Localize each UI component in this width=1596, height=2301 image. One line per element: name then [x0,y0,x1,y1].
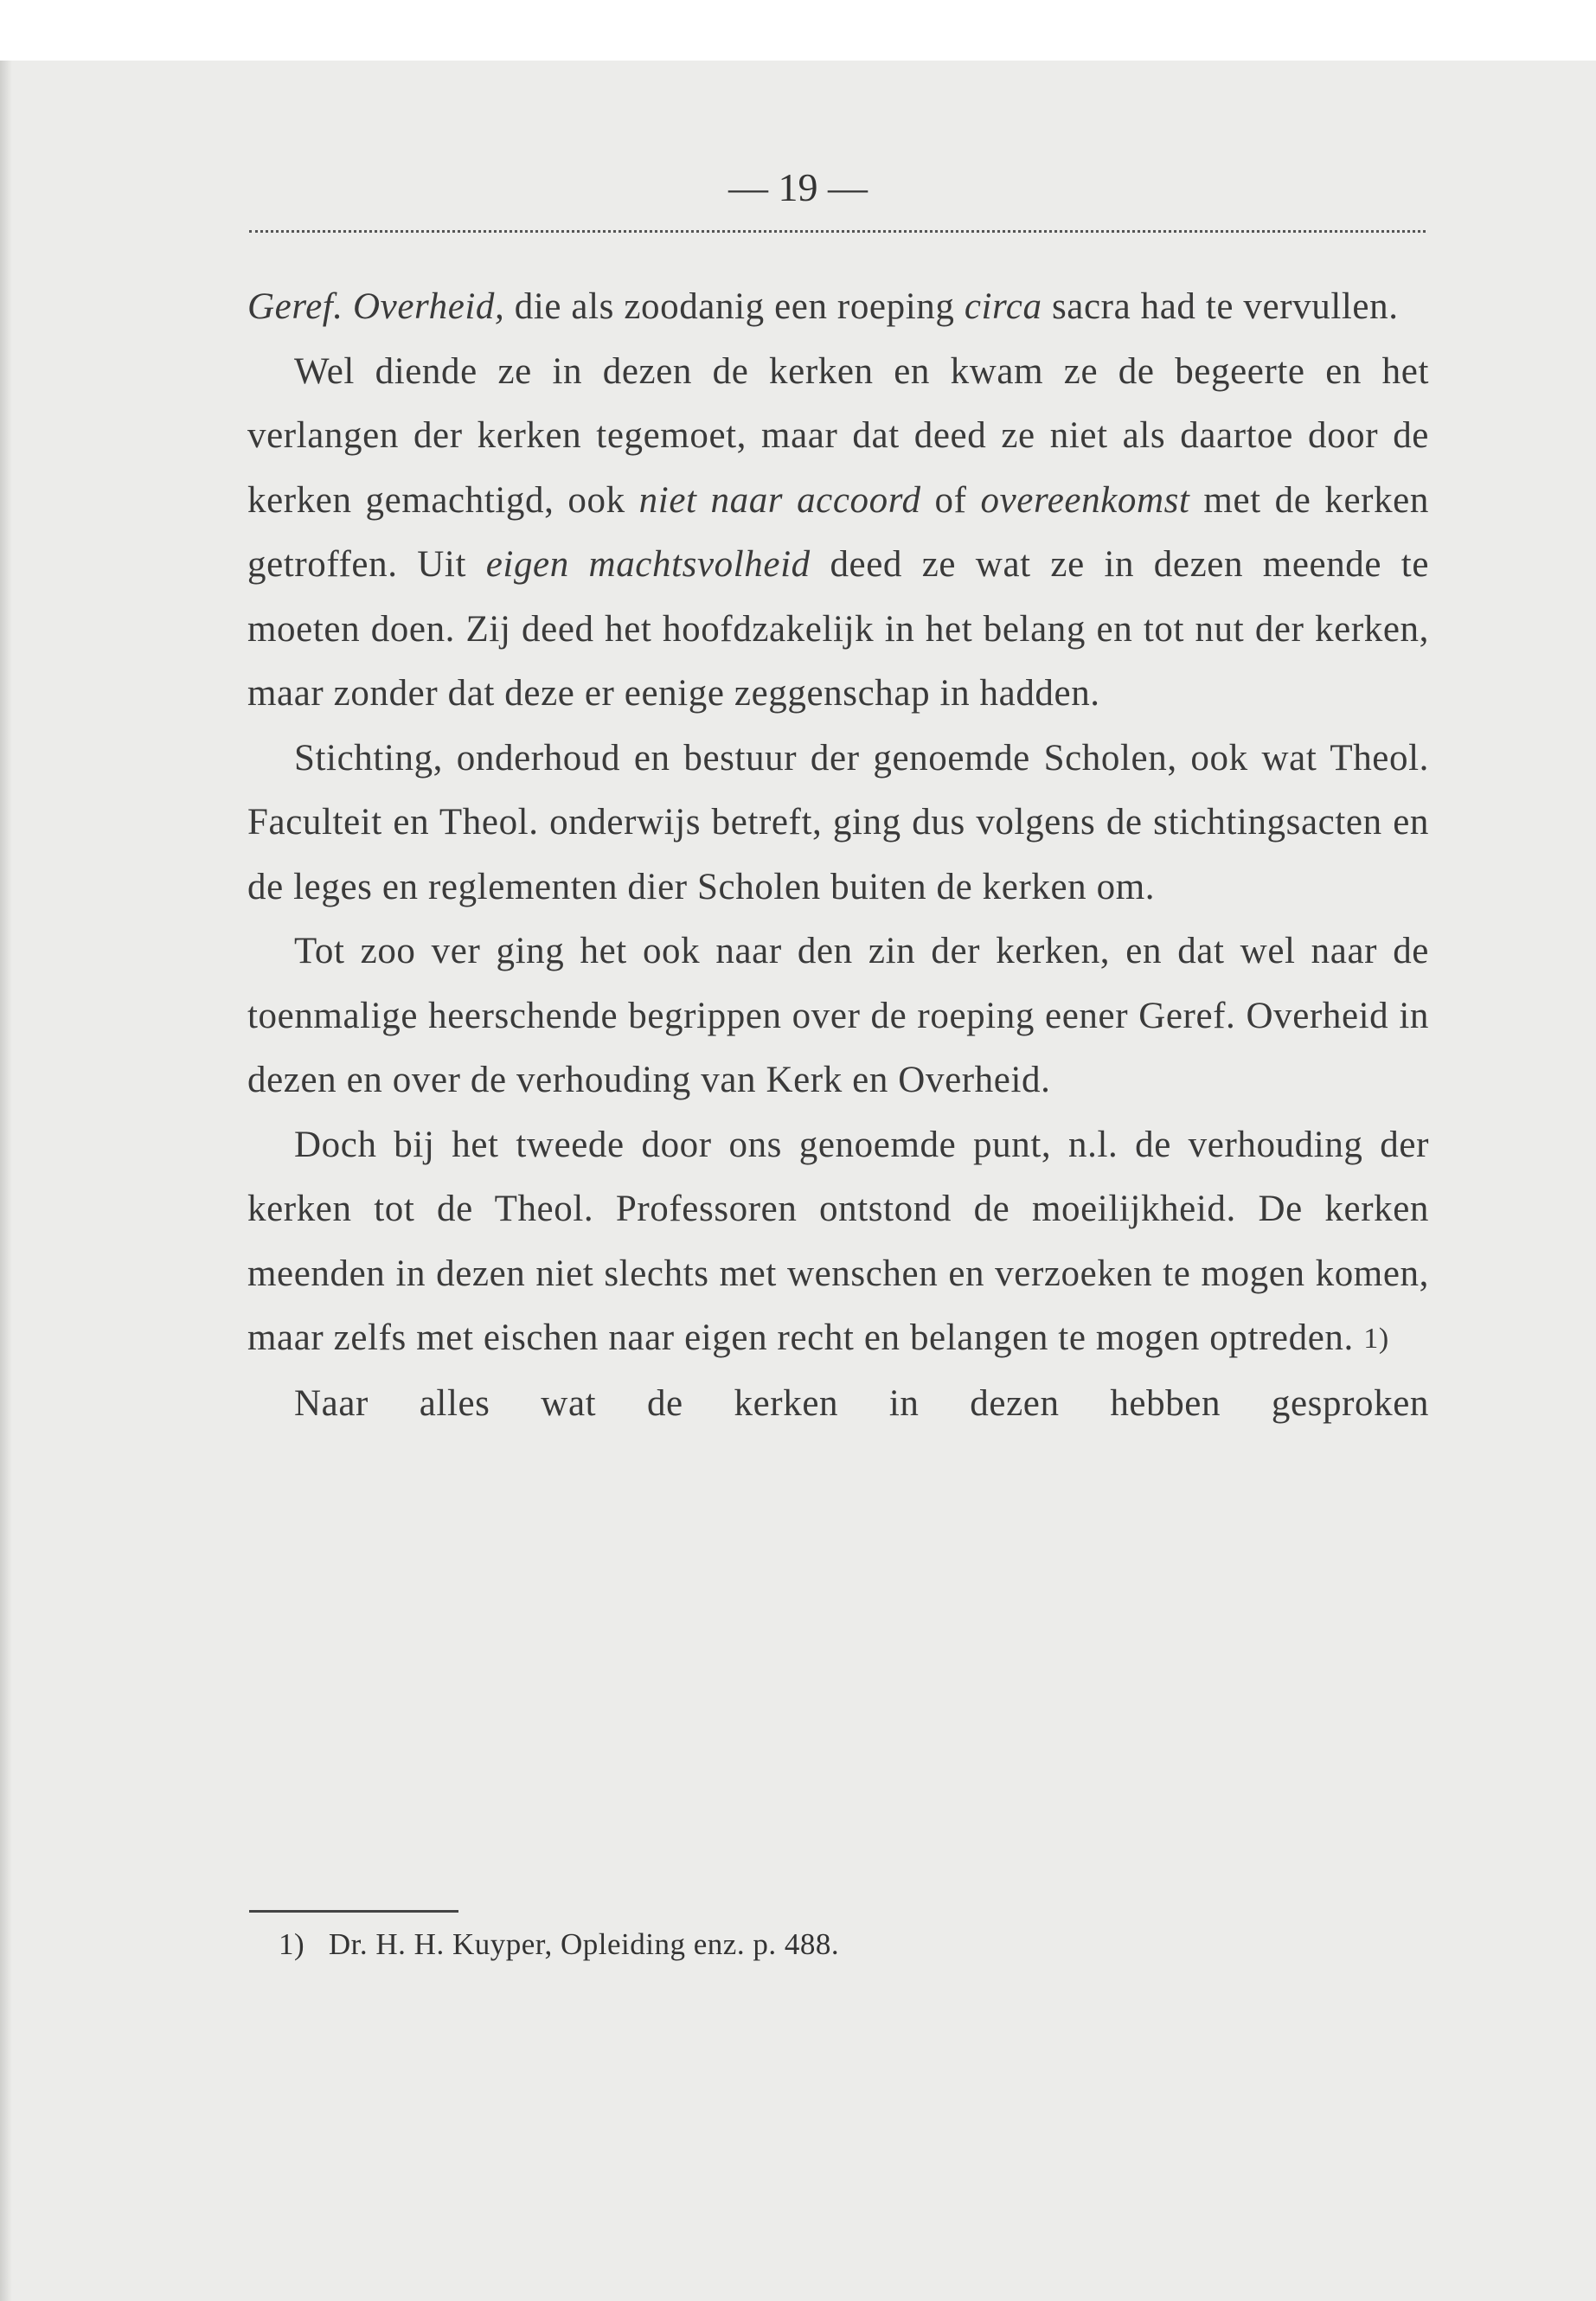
italic-text: eigen machtsvolheid [485,544,811,585]
text-run: of [920,479,981,521]
italic-text: circa [964,286,1042,327]
italic-text: overeenkomst [980,479,1190,521]
footnote: 1) Dr. H. H. Kuyper, Opleiding enz. p. 488. [279,1927,840,1961]
header-dotted-rule [249,230,1426,233]
footnote-reference: 1) [1363,1323,1389,1355]
text-run: die als zoodanig een roeping [504,286,965,327]
text-run: met de kerken getroffen. Uit [247,479,1429,585]
text-run: Wel diende ze in dezen de kerken en kwam ze de begeerte en het verlangen der kerken tegemoet, maar dat deed ze niet als daartoe door de kerken gemachtigd, ook [247,350,1429,521]
paragraph-6: Naar alles wat de kerken in dezen hebben gesproken [294,1382,1429,1424]
paragraph-3: Stichting, onderhoud en bestuur der genoemde Scholen, ook wat Theol. Faculteit en Theol. onderwijs betreft, ging dus volgens de stichtingsacten en de leges en reglementen dier Scholen buiten de kerken om. [247,737,1429,907]
paragraph-1 [247,275,1429,340]
paragraph-2 [247,340,1429,727]
text-run: deed ze wat ze in dezen meende te moeten doen. Zij deed het hoofdzakelijk in het belang en tot nut der kerken, maar zonder dat deze er eenige zeggenschap in hadden. [247,544,1430,714]
italic-text: Geref. Overheid, [247,286,505,327]
italic-text: niet naar accoord [638,479,921,521]
scan-border [0,0,1596,61]
body-text [247,275,1429,1436]
text-run: sacra had te vervullen. [1042,286,1399,327]
paragraph-5 [247,1113,1429,1372]
page-number: — 19 — [728,165,868,209]
page-edge-shadow [0,61,12,2301]
paragraph-4: Tot zoo ver ging het ook naar den zin der kerken, en dat wel naar de toenmalige heerschende begrippen over de roeping eener Geref. Overheid in dezen en over de verhouding van Kerk en Overheid. [247,931,1429,1100]
text-run: Doch bij het tweede door ons genoemde punt, n.l. de verhouding der kerken tot de Theol. Professoren ontstond de moeilijkheid. De kerken meenden in dezen niet slechts met wenschen en verzoeken te mogen komen, maar zelfs met eischen naar eigen recht en belangen te mogen optreden. [247,1124,1429,1358]
footnote-rule [249,1910,458,1913]
